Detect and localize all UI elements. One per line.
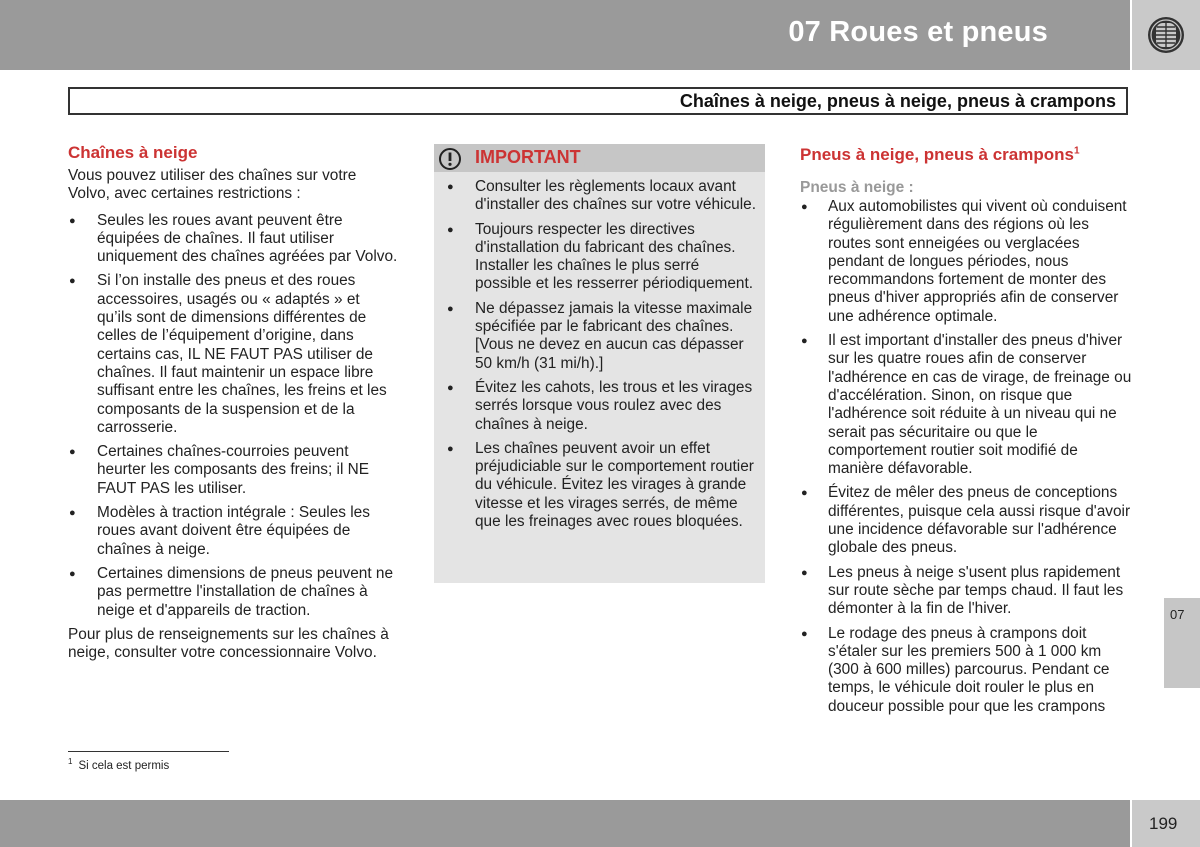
page-number: 199	[1149, 814, 1178, 833]
list-item: ● Les pneus à neige s'usent plus rapidement sur route sèche par temps chaud. Il faut les démonter à la fin de l'hiver.	[800, 564, 1132, 619]
list-item: ● Évitez les cahots, les trous et les virages serrés lorsque vous roulez avec des chaînes à neige.	[447, 379, 757, 434]
list-item: ● Ne dépassez jamais la vitesse maximale spécifiée par le fabricant des chaînes. [Vous ne devez en aucun cas dépasser 50 km/h (31 mi/h).]	[447, 300, 757, 373]
important-title: IMPORTANT	[475, 147, 581, 167]
snow-chains-heading: Chaînes à neige	[68, 143, 198, 162]
list-item: ● Aux automobilistes qui vivent où conduisent régulièrement dans des régions où les routes sont enneigées ou verglacées pendant de longues périodes, nous recommandons fortement de monter des pneus d'hiver appropriés afin de conserver une adhérence optimale.	[800, 198, 1132, 326]
list-item: ● Les chaînes peuvent avoir un effet préjudiciable sur le comportement routier du véhicule. Évitez les virages à grande vitesse et les virages serrés, de même que les freinages avec roues bloquées.	[447, 440, 757, 531]
winter-tires-column	[800, 144, 1132, 722]
header-band	[0, 0, 1130, 70]
important-list	[447, 178, 757, 537]
snow-tires-subheading: Pneus à neige :	[800, 179, 914, 196]
chapter-side-tab	[1164, 598, 1200, 688]
chapter-title: 07 Roues et pneus	[788, 16, 1048, 48]
chapter-icon-box	[1132, 0, 1200, 70]
list-item: ● Modèles à traction intégrale : Seules les roues avant doivent être équipées de chaînes à neige.	[68, 504, 398, 559]
important-box	[434, 144, 765, 583]
tire-icon	[1144, 15, 1188, 55]
footnote-rule	[68, 751, 229, 752]
snow-chains-column	[68, 142, 398, 662]
winter-tires-heading-text: Pneus à neige, pneus à crampons	[800, 145, 1074, 164]
winter-tires-heading	[800, 144, 1132, 166]
list-item: ● Certaines chaînes-courroies peuvent heurter les composants des freins; il NE FAUT PAS les utiliser.	[68, 443, 398, 498]
winter-tires-list	[800, 198, 1132, 716]
section-title-box	[68, 87, 1128, 115]
warning-icon	[438, 147, 462, 171]
footnote	[68, 757, 169, 772]
chapter-side-tab-label: 07	[1170, 607, 1185, 622]
footer-band	[0, 800, 1130, 847]
page-number-box	[1132, 800, 1200, 847]
snow-chains-intro: Vous pouvez utiliser des chaînes sur votre Volvo, avec certaines restrictions :	[68, 167, 357, 203]
section-title: Chaînes à neige, pneus à neige, pneus à crampons	[679, 91, 1116, 111]
footnote-mark: 1	[1073, 145, 1080, 157]
list-item: ● Le rodage des pneus à crampons doit s'étaler sur les premiers 500 à 1 000 km (300 à 600 milles) parcourus. Pendant ce temps, le véhicule doit rouler le plus en douceur possible pour que les crampons	[800, 625, 1132, 716]
footnote-number: 1	[68, 757, 73, 766]
list-item: ● Évitez de mêler des pneus de conceptions différentes, puisque cela aussi risque d'avoir une incidence défavorable sur l'adhérence globale des pneus.	[800, 484, 1132, 557]
list-item: ● Certaines dimensions de pneus peuvent ne pas permettre l'installation de chaînes à neige et d'appareils de traction.	[68, 565, 398, 620]
list-item: ● Seules les roues avant peuvent être équipées de chaînes. Il faut utiliser uniquement des chaînes agréées par Volvo.	[68, 212, 398, 267]
list-item: ● Consulter les règlements locaux avant d'installer des chaînes sur votre véhicule.	[447, 178, 757, 215]
snow-chains-list	[68, 212, 398, 620]
list-item: ● Il est important d'installer des pneus d'hiver sur les quatre roues afin de conserver l'adhérence en cas de virage, de freinage ou d'accélération. Sinon, on risque que l'adhérence soit réduite à un niveau qui ne serait pas sécuritaire ou que le comportement routier soit modifié de manière défavorable.	[800, 332, 1132, 478]
footnote-text: Si cela est permis	[78, 759, 170, 772]
important-header	[434, 144, 765, 172]
list-item: ● Toujours respecter les directives d'installation du fabricant des chaînes. Installer les chaînes le plus serré possible et les resserrer périodiquement.	[447, 221, 757, 294]
list-item: ● Si l’on installe des pneus et des roues accessoires, usagés ou « adaptés » et qu’ils sont de dimensions différentes de celles de l’équipement d’origine, dans certains cas, IL NE FAUT PAS utiliser de chaînes. Il faut maintenir un espace libre suffisant entre les chaînes, les freins et les composants de la suspension et de la carrosserie.	[68, 272, 398, 437]
snow-chains-outro: Pour plus de renseignements sur les chaînes à neige, consulter votre concessionnaire Volvo.	[68, 625, 389, 662]
